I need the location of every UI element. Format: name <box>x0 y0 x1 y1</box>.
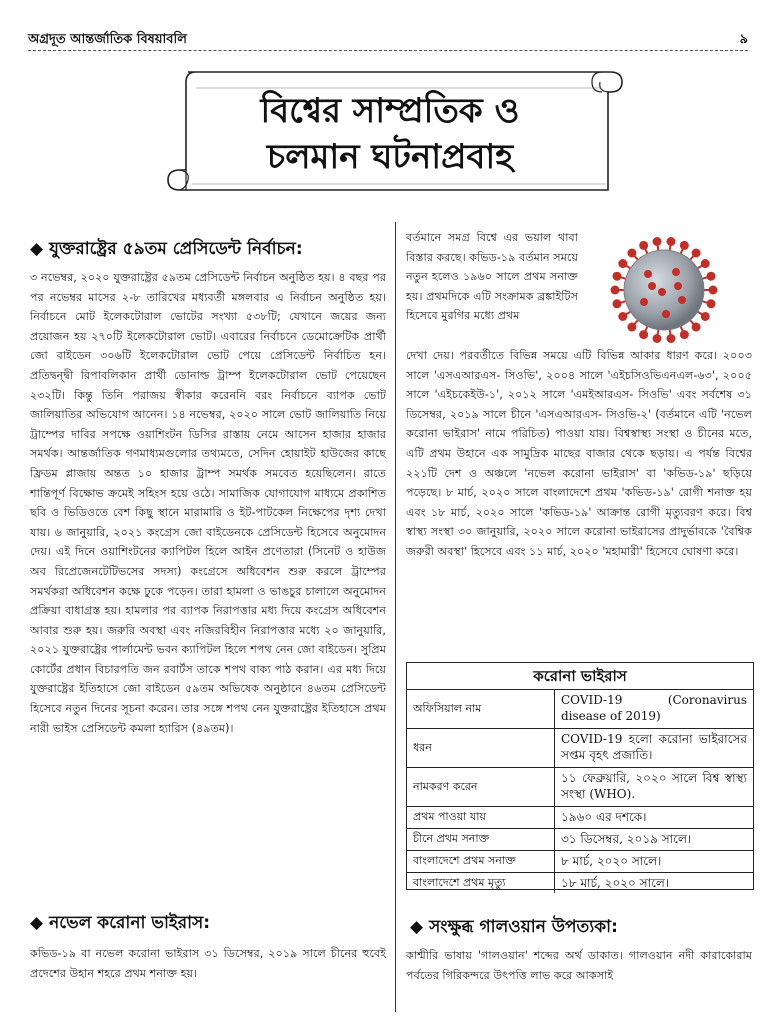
table-value: ১৯৬০ এর দশকে। <box>561 810 647 824</box>
virus-spike-tip <box>666 334 675 343</box>
virus-surface-protein <box>658 288 666 296</box>
table-row <box>407 851 753 873</box>
diamond-bullet-icon: ◆ <box>30 913 44 933</box>
table-body <box>407 690 753 893</box>
table-key: বাংলাদেশে প্রথম সনাক্ত <box>407 851 555 872</box>
virus-spike-tip <box>680 330 689 339</box>
running-header <box>28 28 748 51</box>
virus-spike-tip <box>707 272 716 281</box>
virus-spike-tip <box>627 248 636 257</box>
table-key: প্রথম পাওয়া যায় <box>407 807 555 828</box>
table-title: করোনা ভাইরাস <box>407 663 753 690</box>
table-row <box>407 873 753 893</box>
virus-surface-protein <box>674 282 682 290</box>
virus-spike-tip <box>701 312 710 321</box>
column-divider <box>395 222 396 1012</box>
virus-spike-tip <box>611 286 620 295</box>
virus-spike-tip <box>627 323 636 332</box>
table-key: বাংলাদেশে প্রথম মৃত্যু <box>407 873 555 893</box>
table-value: COVID-19 হলো করোনা ভাইরাসের সপ্তম বৃহৎ প্রজাতি। <box>561 732 747 762</box>
virus-spike-tip <box>692 248 701 257</box>
table-value: COVID-19 (Coronavirus disease of 2019) <box>561 693 747 723</box>
table-key: নামকরণ করেন <box>407 768 555 806</box>
virus-spike-tip <box>709 286 718 295</box>
virus-spike-tip <box>666 237 675 246</box>
section-heading-corona <box>30 910 210 938</box>
virus-spike-tip <box>653 237 662 246</box>
virus-spike-tip <box>639 330 648 339</box>
section-heading-galwan <box>410 914 618 942</box>
virus-spike-tip <box>701 259 710 268</box>
virus-spike-tip <box>612 272 621 281</box>
table-row <box>407 729 753 768</box>
section-heading-text: যুক্তরাষ্ট্রের ৫৯তম প্রেসিডেন্ট নির্বাচন: <box>49 239 303 259</box>
table-key: অফিসিয়াল নাম <box>407 690 555 728</box>
section-heading-text: নভেল করোনা ভাইরাস: <box>49 913 211 933</box>
virus-surface-protein <box>644 270 652 278</box>
virus-surface-protein <box>648 282 656 290</box>
diamond-bullet-icon: ◆ <box>30 239 44 259</box>
virus-spike-tip <box>618 259 627 268</box>
virus-spike-tip <box>692 323 701 332</box>
diamond-bullet-icon: ◆ <box>410 917 424 937</box>
table-row <box>407 768 753 807</box>
banner-line-2: চলমান ঘটনাপ্রবাহ <box>266 137 514 177</box>
virus-surface-protein <box>672 268 680 276</box>
table-value: ১৮ মার্চ, ২০২০ সালে। <box>561 876 670 890</box>
table-value: ৩১ ডিসেম্বর, ২০১৯ সালে। <box>561 832 692 846</box>
us-election-body: ৩ নভেম্বর, ২০২০ যুক্তরাষ্ট্রের ৫৯তম প্রেসিডেন্ট নির্বাচন অনুষ্ঠিত হয়। ৪ বছর পর পর নভেম্বর মাসের ২-৮ তারিখের মধ্যবর্তী মঙ্গলবার এ নির্বাচন অনুষ্ঠিত হয়। নির্বাচনে মোট ইলেকটোরাল ভোটের সংখ্যা ৫৩৮টি; যেখানে জয়ের জন্য প্রয়োজন হয় ২৭০টি ইলেকটোরাল ভোট। এবারের নির্বাচনে ডেমোক্রেটিক প্রার্থী জো বাইডেন ৩০৬টি ইলেকটোরাল ভোট পেয়ে প্রেসিডেন্ট নির্বাচিত হন। প্রতিদ্বন্দ্বী রিপাবলিকান প্রার্থী ডোনাল্ড ট্রাম্প ইলেকটোরাল ভোট পেয়েছেন ২৩২টি। কিন্তু তিনি পরাজয় স্বীকার করেননি বরং নির্বাচনে ব্যাপক ভোট জালিয়াতির অভিযোগ আনেন। ১৪ নভেম্বর, ২০২০ সালে ভোট জালিয়াতি নিয়ে ট্রাম্পের দাবির সপক্ষে ওয়াশিংটন ডিসির রাস্তায় নেমে আসেন হাজার হাজার সমর্থক। আন্তর্জাতিক গণমাধ্যমগুলোর তথ্যমতে, সেদিন হোয়াইট হাউজের কাছে ফ্রিডম প্লাজায় অন্তত ১০ হাজার ট্রাম্প সমর্থক সমবেত হয়েছিলেন। রাতে শান্তিপূর্ণ বিক্ষোভ ক্রমেই সহিংস হয়ে ওঠে। সামাজিক যোগাযোগ মাধ্যমে প্রকাশিত ছবি ও ভিডিওতে বেশ কিছু স্থানে মারামারি ও ইট-পাটকেল নিক্ষেপের দৃশ্য দেখা যায়। ৬ জানুয়ারি, ২০২১ কংগ্রেস জো বাইডেনকে প্রেসিডেন্ট হিসেবে অনুমোদন দেয়। এই দিনে ওয়াশিংটনের ক্যাপিটল হিলে আইন প্রণেতারা (সিনেট ও হাউজ অব রিপ্রেজেনটেটিভসের সদস্য) কংগ্রেসে অধিবেশন শুরু করলে ট্রাম্পের সমর্থকরা অধিবেশন কক্ষে ঢুকে পড়েন। তারা হামলা ও ভাঙচুর চালালে অনুমোদন প্রক্রিয়া বাধাগ্রস্ত হয়। হামলার পর ব্যাপক নিরাপত্তার মধ্য দিয়ে কংগ্রেস অধিবেশন আবার শুরু হয়। জরুরি অবস্থা এবং নজিরবিহীন নিরাপত্তার মধ্যে ২০ জানুয়ারি, ২০২১ যুক্তরাষ্ট্রের পার্লামেন্ট ভবন ক্যাপিটল হিলে শপথ নেন জো বাইডেন। সুপ্রিম কোর্টের প্রধান বিচারপতি জন রবার্টস তাকে শপথ বাক্য পাঠ করান। এর মধ্য দিয়ে যুক্তরাষ্ট্রের ইতিহাসে জো বাইডেন ৫৯তম অভিষেক অনুষ্ঠানে ৪৬তম প্রেসিডেন্ট হিসেবে নতুন দিনের সূচনা করেন। তার সঙ্গে শপথ নেন যুক্তরাষ্ট্রের ইতিহাসে প্রথম নারী ভাইস প্রেসিডেন্ট কমলা হ্যারিস (৪৯তম)। <box>30 271 386 735</box>
banner-title <box>200 88 580 180</box>
table-key: চীনে প্রথম সনাক্ত <box>407 829 555 850</box>
virus-spike-tip <box>707 299 716 308</box>
section-heading-us-election <box>30 236 303 264</box>
virus-spike-tip <box>653 334 662 343</box>
corona-right-top: বর্তমানে সমগ্র বিশ্বে এর ভয়াল থাবা বিস্তার করছে। কভিড-১৯ বর্তমান সময়ে নতুন হলেও ১৯৬০ সালে প্রথম সনাক্ত হয়। প্রথমদিকে এটি সংক্রামক ব্রঙ্কাইটিস হিসেবে মুরগির মধ্যে প্রথম <box>406 231 578 323</box>
table-row <box>407 807 753 829</box>
header-title: অগ্রদূত আন্তর্জাতিক বিষয়াবলি <box>28 32 187 47</box>
table-row <box>407 690 753 729</box>
table-value: ৮ মার্চ, ২০২০ সালে। <box>561 854 662 868</box>
coronavirus-illustration <box>586 234 742 344</box>
virus-surface-protein <box>662 310 670 318</box>
section-heading-text: সংক্ষুব্ধ গালওয়ান উপত্যকা: <box>429 917 618 937</box>
galwan-body: কাশ্মীরি ভাষায় 'গালওয়ান' শব্দের অর্থ ডাকাত। গালওয়ান নদী কারাকোরাম পর্বতের গিরিকন্দরে উৎপত্তি লাভ করে আকসাই <box>406 949 752 982</box>
corona-right-body: দেখা দেয়। পরবর্তীতে বিভিন্ন সময়ে এটি বিভিন্ন আকার ধারণ করে। ২০০৩ সালে 'এসএআরএস- সিওভি', ২০০৪ সালে 'এইচসিওভিএনএল-৬৩', ২০০৫ সালে 'এইচকেইউ-১', ২০১২ সালে 'এমইআরএস- সিওভি' এবং সর্বশেষ ৩১ ডিসেম্বর, ২০১৯ সালে চীনে 'এসএআরএস- সিওভি-২' (বর্তমানে এটি 'নভেল করোনা ভাইরাস' নামে পরিচিত) পাওয়া যায়। বিশ্বস্বাস্থ্য সংস্থা ও চীনের মতে, এটি প্রথম উহানে এক সামুদ্রিক মাছের বাজার থেকে ছড়ায়। এ পর্যন্ত বিশ্বের ২২১টি দেশ ও অঞ্চলে 'নভেল করোনা ভাইরাস' বা 'কভিড-১৯' ছড়িয়ে পড়েছে। ৮ মার্চ, ২০২০ সালে বাংলাদেশে প্রথম 'কভিড-১৯' রোগী শনাক্ত হয় এবং ১৮ মার্চ, ২০২০ সালে 'কভিড-১৯' আক্রান্ত রোগী মৃত্যুবরণ করে। বিশ্ব স্বাস্থ্য সংস্থা ৩০ জানুয়ারি, ২০২০ সালে করোনা ভাইরাসের প্রাদুর্ভাবকে 'বৈশ্বিক জরুরী অবস্থা' হিসেবে এবং ১১ মার্চ, ২০২০ 'মহামারী' হিসেবে ঘোষণা করে। <box>406 349 752 558</box>
corona-info-table <box>406 662 754 890</box>
virus-spike-tip <box>618 312 627 321</box>
title-banner <box>160 58 630 208</box>
corona-intro: কভিড-১৯ বা নভেল করোনা ভাইরাস ৩১ ডিসেম্বর, ২০১৯ সালে চীনের হুবেই প্রদেশের উহান শহরে প্রথম শনাক্ত হয়। <box>30 947 386 980</box>
page-number: ৯ <box>739 32 748 47</box>
virus-spike-tip <box>612 299 621 308</box>
table-row <box>407 829 753 851</box>
virus-spike-tip <box>639 241 648 250</box>
banner-line-1: বিশ্বের সাম্প্রতিক ও <box>260 91 520 131</box>
virus-surface-protein <box>678 296 686 304</box>
virus-spike-tip <box>680 241 689 250</box>
virus-surface-protein <box>640 298 648 306</box>
table-value: ১১ ফেব্রুয়ারি, ২০২০ সালে বিশ্ব স্বাস্থ্য সংস্থা (WHO). <box>561 771 747 801</box>
table-key: ধরন <box>407 729 555 767</box>
